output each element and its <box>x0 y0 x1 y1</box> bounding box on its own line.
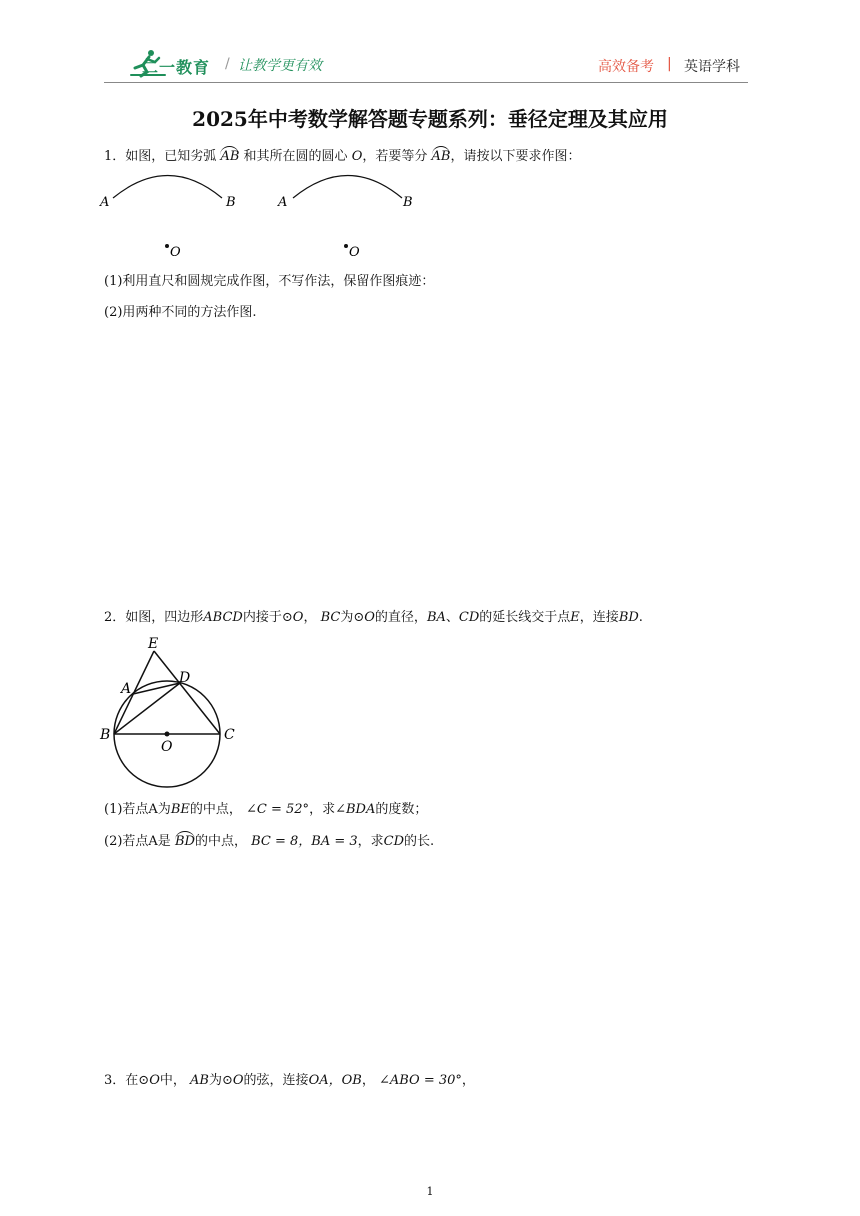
arc-figure-left <box>99 176 236 261</box>
text: 为⊙ <box>340 610 365 625</box>
math-var: CD <box>383 834 405 849</box>
center-point <box>165 732 170 737</box>
text: ， <box>303 610 317 625</box>
header-subject: 英语学科 <box>684 59 740 75</box>
brand-slogan: 让教学更有效 <box>238 58 322 74</box>
header-exam-label: 高效备考 <box>598 59 654 75</box>
math-var: CD <box>458 610 480 625</box>
math-expr: ∠C = 52° <box>246 802 310 817</box>
math-var: BC <box>320 610 341 625</box>
math-var: BD <box>618 610 639 625</box>
math-var: ABCD <box>203 610 243 625</box>
text: 的中点， <box>194 834 247 849</box>
text: 和其所在圆的圆心 <box>243 149 348 164</box>
text: 的延长线交于点 <box>479 610 571 625</box>
question-number: 2． <box>104 610 126 625</box>
math-var: O <box>292 610 304 625</box>
segment-ec <box>154 651 220 734</box>
math-expr: ∠BDA <box>335 802 376 817</box>
question-2-stem <box>104 609 643 627</box>
math-var: O <box>232 1073 244 1088</box>
text: 的度数； <box>375 802 428 817</box>
header-divider <box>104 82 748 83</box>
label-c: C <box>224 727 235 743</box>
text: ， <box>461 1073 475 1088</box>
math-expr: ∠ABO = 30° <box>378 1073 462 1088</box>
label-d: D <box>179 670 191 686</box>
header-slash: / <box>225 56 230 72</box>
text: ，求 <box>357 834 384 849</box>
text: 为⊙ <box>208 1073 233 1088</box>
math-var: BA <box>426 610 446 625</box>
question-1-part-2: (2)用两种不同的方法作图. <box>104 305 257 320</box>
math-expr: BC = 8，BA = 3 <box>251 834 358 849</box>
center-point <box>344 244 348 248</box>
arc-figure-right <box>277 176 413 261</box>
brand-name: 二一教育 <box>142 58 211 77</box>
arc-ab-label: AB <box>431 149 451 164</box>
question-3-stem <box>104 1072 475 1090</box>
question-number: 1． <box>104 149 126 164</box>
text: ，请按以下要求作图： <box>450 149 581 164</box>
page-number: 1 <box>426 1185 434 1198</box>
math-var: E <box>570 610 580 625</box>
math-var: BE <box>170 802 190 817</box>
text: . <box>638 610 643 625</box>
label-b: B <box>403 195 413 210</box>
page-title: 2025年中考数学解答题专题系列：垂径定理及其应用 <box>192 107 668 131</box>
question-number: 3． <box>104 1073 126 1088</box>
label-e: E <box>148 636 159 652</box>
text: 的长. <box>404 834 435 849</box>
label-o: O <box>170 245 181 260</box>
text: ， <box>361 1073 375 1088</box>
label-a: A <box>121 681 132 697</box>
question-2-part-1 <box>104 801 427 819</box>
label-a: A <box>100 195 110 210</box>
text: 如图，已知劣弧 <box>125 149 217 164</box>
text: 的直径， <box>374 610 427 625</box>
segment-be <box>114 651 154 734</box>
header-separator: | <box>667 56 672 72</box>
label-o: O <box>349 245 360 260</box>
arc-figures <box>96 168 436 266</box>
text: ，若要等分 <box>362 149 428 164</box>
text: 的弦，连接 <box>243 1073 309 1088</box>
question-2-part-2 <box>104 833 434 851</box>
text: 中， <box>159 1073 186 1088</box>
math-var: O <box>364 610 375 625</box>
text: 、 <box>445 610 459 625</box>
text: ，求 <box>309 802 336 817</box>
math-var: O <box>149 1073 160 1088</box>
label-b: B <box>100 727 111 743</box>
math-var: O <box>351 149 363 164</box>
text: 如图，四边形 <box>125 610 204 625</box>
center-point <box>165 244 169 248</box>
label-a: A <box>278 195 288 210</box>
arc-bd-label: BD <box>174 834 195 849</box>
circle-quadrilateral-figure <box>96 632 246 792</box>
text: 在⊙ <box>125 1073 150 1088</box>
question-1-part-1: (1)利用直尺和圆规完成作图，不写作法，保留作图痕迹： <box>104 274 435 289</box>
text: 的中点， <box>189 802 242 817</box>
label-b: B <box>226 195 236 210</box>
label-o: O <box>161 739 173 755</box>
text: 内接于⊙ <box>242 610 293 625</box>
text: ，连接 <box>579 610 619 625</box>
math-expr: OA，OB <box>308 1073 362 1088</box>
arc-ab-label: AB <box>220 149 240 164</box>
question-1-stem <box>104 148 580 166</box>
math-var: AB <box>190 1073 209 1088</box>
text: (2)若点A是 <box>104 834 171 849</box>
text: (1)若点A为 <box>104 802 171 817</box>
